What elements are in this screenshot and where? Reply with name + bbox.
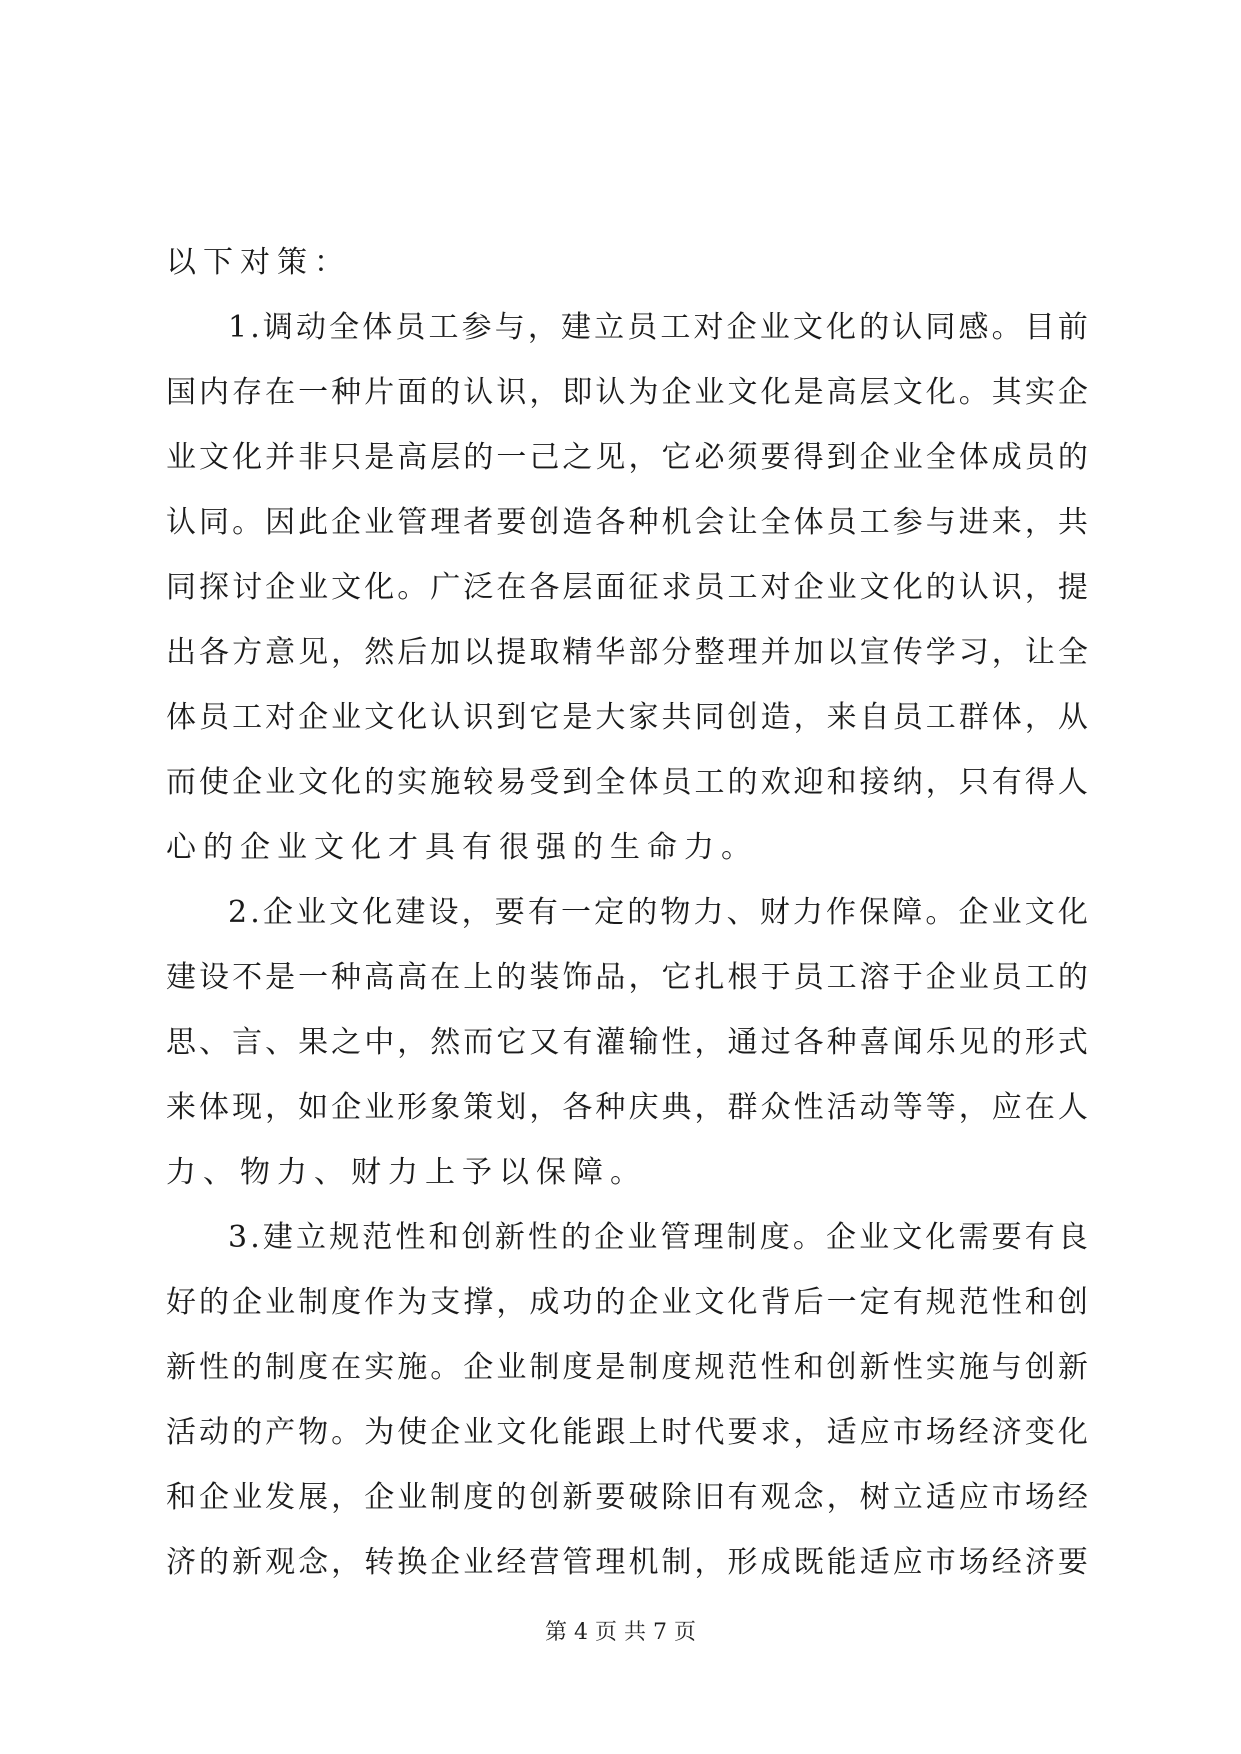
- text-line: 思 、 言 、 果 之 中 ， 然 而 它 又 有 灌 输 性 ， 通 过 各 种 喜 闻 乐 见 的 形 式: [166, 1025, 1088, 1060]
- text-line: 力 、 物 力 、 财 力 上 予 以 保 障 。: [166, 1155, 640, 1190]
- page-footer: [0, 1618, 1241, 1648]
- text-line: 业 文 化 并 非 只 是 高 层 的 一 己 之 见 ， 它 必 须 要 得 到 企 业 全 体 成 员 的: [166, 440, 1088, 475]
- text-line: 和 企 业 发 展 ， 企 业 制 度 的 创 新 要 破 除 旧 有 观 念 ， 树 立 适 应 市 场 经: [166, 1480, 1088, 1515]
- text-line: 好 的 企 业 制 度 作 为 支 撑 ， 成 功 的 企 业 文 化 背 后 一 定 有 规 范 性 和 创: [166, 1285, 1088, 1320]
- text-line: 2 . 企 业 文 化 建 设 ， 要 有 一 定 的 物 力 、 财 力 作 保 障 。 企 业 文 化: [228, 895, 1088, 930]
- text-line: 活 动 的 产 物 。 为 使 企 业 文 化 能 跟 上 时 代 要 求 ， 适 应 市 场 经 济 变 化: [166, 1415, 1088, 1450]
- text-line: 而 使 企 业 文 化 的 实 施 较 易 受 到 全 体 员 工 的 欢 迎 和 接 纳 ， 只 有 得 人: [166, 765, 1088, 800]
- text-line: 认 同 。 因 此 企 业 管 理 者 要 创 造 各 种 机 会 让 全 体 员 工 参 与 进 来 ， 共: [166, 505, 1088, 540]
- text-line: 3 . 建 立 规 范 性 和 创 新 性 的 企 业 管 理 制 度 。 企 业 文 化 需 要 有 良: [228, 1220, 1088, 1255]
- text-line: 来 体 现 ， 如 企 业 形 象 策 划 ， 各 种 庆 典 ， 群 众 性 活 动 等 等 ， 应 在 人: [166, 1090, 1088, 1125]
- body-text: [166, 230, 1088, 1595]
- text-line: 同 探 讨 企 业 文 化 。 广 泛 在 各 层 面 征 求 员 工 对 企 业 文 化 的 认 识 ， 提: [166, 570, 1088, 605]
- text-line: 建 设 不 是 一 种 高 高 在 上 的 装 饰 品 ， 它 扎 根 于 员 工 溶 于 企 业 员 工 的: [166, 960, 1088, 995]
- text-line: 1 . 调 动 全 体 员 工 参 与 ， 建 立 员 工 对 企 业 文 化 的 认 同 感 。 目 前: [228, 310, 1088, 345]
- text-line: 新 性 的 制 度 在 实 施 。 企 业 制 度 是 制 度 规 范 性 和 创 新 性 实 施 与 创 新: [166, 1350, 1088, 1385]
- text-line: 国 内 存 在 一 种 片 面 的 认 识 ， 即 认 为 企 业 文 化 是 高 层 文 化 。 其 实 企: [166, 375, 1088, 410]
- page-number-label: 第 4 页 共 7 页: [545, 1620, 696, 1645]
- text-line: 济 的 新 观 念 ， 转 换 企 业 经 营 管 理 机 制 ， 形 成 既 能 适 应 市 场 经 济 要: [166, 1545, 1088, 1580]
- text-line: 以 下 对 策 ：: [166, 245, 344, 280]
- text-line: 体 员 工 对 企 业 文 化 认 识 到 它 是 大 家 共 同 创 造 ， 来 自 员 工 群 体 ， 从: [166, 700, 1088, 735]
- text-line: 出 各 方 意 见 ， 然 后 加 以 提 取 精 华 部 分 整 理 并 加 以 宣 传 学 习 ， 让 全: [166, 635, 1088, 670]
- text-line: 心 的 企 业 文 化 才 具 有 很 强 的 生 命 力 。: [166, 830, 751, 865]
